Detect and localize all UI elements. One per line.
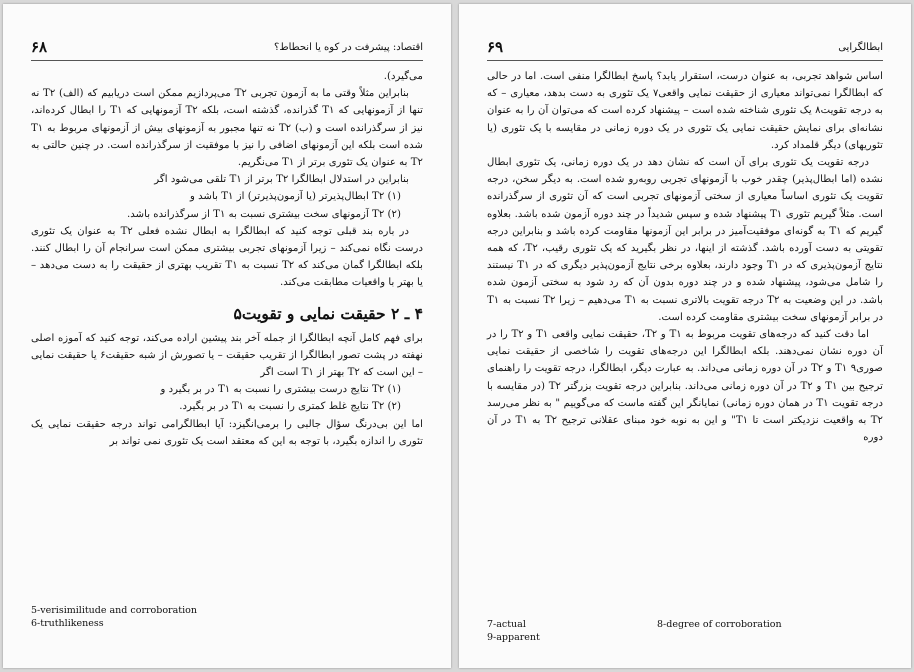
right-body-text <box>487 68 883 446</box>
paragraph: در باره بند قبلی توجه کنید که ابطالگرا به ابطال نشده فعلی T۲ به عنوان یک تئوری درست نگاه نمی‌کند – زیرا آزمونهای تجربی بیشتری ممکن است سرانجام آن را ابطال کنند. بلکه ابطالگرا گمان می‌کند که T۲ نسبت به T۱ تقریب بهتری از حقیقت را به دست می‌دهد – یا بهتر با واقعیات مطابقت می‌کند. <box>31 225 424 289</box>
section-heading: ۴ ـ ۲ حقیقت نمایی و تقویت۵ <box>233 303 423 323</box>
list-item: (۱) T۲ نتایج درست بیشتری را نسبت به T۱ در بر بگیرد و <box>160 384 401 396</box>
paragraph: اساس شواهد تجربی، به عنوان درست، استقرار یابد؟ پاسخ ابطالگرا منفی است. اما در حالی که ابطالگرا نمی‌تواند معیاری از حقیقت نمایی واقعی۷ یک تئوری به دست بدهد، معیاری – که به درجه تقویت۸ یک تئوری شناخته شده است – پیشنهاد کرده است که می‌توان آن را به عنوان نشانه‌ای برای نمایش حقیقت نمایی یک تئوری در یک دوره زمانی در مقایسه با یک تئوری (یا تئوریهای) دیگر قلمداد کرد. <box>487 71 883 151</box>
right-running-head <box>487 38 883 61</box>
footnote: 8-degree of corroboration <box>657 619 782 630</box>
right-page-number: ۶۹ <box>487 38 504 56</box>
paragraph: اما این بی‌درنگ سؤال جالبی را برمی‌انگیزد: آیا ابطالگرامی تواند درجه حقیقت نمایی یک تئوری را اندازه بگیرد، با توجه به این که معتقد است یک تئوری نمی تواند بر <box>31 418 423 447</box>
paragraph: می‌گیرد). <box>383 71 423 82</box>
left-running-title: اقتصاد: پیشرفت در کوه یا انحطاط؟ <box>274 42 423 53</box>
right-running-title: ابطالگرایی <box>838 42 883 53</box>
paragraph: بنابراین در استدلال ابطالگرا T۲ برتر از T۱ تلقی می‌شود اگر <box>154 174 409 186</box>
left-running-head <box>31 38 423 61</box>
list-item: (۲) T۲ نتایج غلط کمتری را نسبت به T۱ در بر بگیرد. <box>179 401 401 413</box>
left-body-text <box>31 68 423 450</box>
paragraph: برای فهم کامل آنچه ابطالگرا از جمله آخر بند پیشین اراده می‌کند، توجه کنید که آموزه اصلی نهفته در پشت تصور ابطالگرا از تقریب حقیقت – یا تصورش از شبه حقیقت۶ یا حقیقت نمایی – این است که T۲ بهتر از T۱ است اگر <box>31 332 423 379</box>
left-footnotes <box>31 604 423 630</box>
footnote: 7-actual <box>487 619 526 630</box>
right-page <box>459 4 911 668</box>
list-item: (۱) T۲ ابطال‌پذیرتر (یا آزمون‌پذیرتر) از T۱ باشد و <box>190 191 401 203</box>
right-footnotes <box>487 618 883 644</box>
footnote: 6-truthlikeness <box>31 618 104 629</box>
paragraph: اما دقت کنید که درجه‌های تقویت مربوط به T۱ و T۲، حقیقت نمایی واقعی T۱ و T۲ را در آن دوره نشان نمی‌دهند. بلکه ابطالگرا این درجه‌های تقویت را شاخصی از حقیقت نمایی صوری۹ T۱ و T۲ در آن دوره زمانی می‌داند. به عبارت دیگر، ابطالگرا، درجه تقویت را راهنمای ترجیح بین T۱ و T۲ در آن دوره زمانی می‌داند. بنابراین درجه تقویت بزرگتر T۲ (در مقایسه با درجه تقویت T۱ در همان دوره زمانی) نمایانگر این گفته ماست که می‌گوییم " به نظر می‌رسد T۲ به واقعیت نزدیکتر است تا T۱" و این به نوبه خود مبنای عقلانی ترجیح T۲ به T۱ در آن دوره <box>487 329 884 444</box>
left-page <box>3 4 451 668</box>
list-item: (۲) T۲ آزمونهای سخت بیشتری نسبت به T۱ از سرگذرانده باشد. <box>127 208 401 220</box>
left-page-number: ۶۸ <box>31 38 48 56</box>
paragraph: بنابراین مثلاً وقتی ما به آزمون تجربی T۲ می‌پردازیم ممکن است دریابیم که (الف) T۲ نه تنها از آزمونهایی که T۱ گذرانده، گذشته است، بلکه T۲ آزمونهایی که T۱ را ابطال کرده‌اند، نیز از سرگذرانده است و (ب) T۲ نه تنها مجبور به آزمونهای بیش از آزمونهای مربوط به T۱ شده است بلکه این آزمونهای اضافی را نیز با موفقیت از سرگذرانده است. در چنین حالتی به T۲ به عنوان یک تئوری برتر از T۱ می‌نگریم. <box>31 88 424 169</box>
paragraph: درجه تقویت یک تئوری برای آن است که نشان دهد در یک دوره زمانی، یک تئوری ابطال نشده (اما ابطال‌پذیر) چقدر خوب با آزمونهای تجربی روبه‌رو شده است. به دیگر سخن، درجه تقویت یک تئوری اساساً معیاری از سختی آزمونهای تجربی است که آن تئوری از سرگذرانده است. مثلاً گیریم تئوری T۱ پیشنهاد شده و سپس شدیداً در چند دوره آزمون شده باشد. بعلاوه گیریم که T۱ به گونه‌ای موفقیت‌آمیز در برابر این آزمونها مقاومت کرده باشد و بنابراین درجه تقویتی به دست آورده باشد. گذشته از اینها، در نظر بگیرید که یک تئوری رقیب، T۲، که همه نتایج آزمون‌پذیری که در T۱ وجود دارند، بعلاوه برخی نتایج آزمون‌پذیر دیگری که در T۱ نیستند را شامل می‌شود، پیشنهاد شده و در چند دوره بدون آن که رد شود به سختی آزمون شده باشد. در این وضعیت به T۲ درجه تقویت بالاتری نسبت به T۱ می‌دهیم – زیرا T۲ نسبت به T۱ در برابر آزمونهای سخت بیشتری مقاومت کرده است. <box>487 157 884 323</box>
footnote: 5-verisimilitude and corroboration <box>31 605 197 616</box>
footnote: 9-apparent <box>487 632 540 643</box>
